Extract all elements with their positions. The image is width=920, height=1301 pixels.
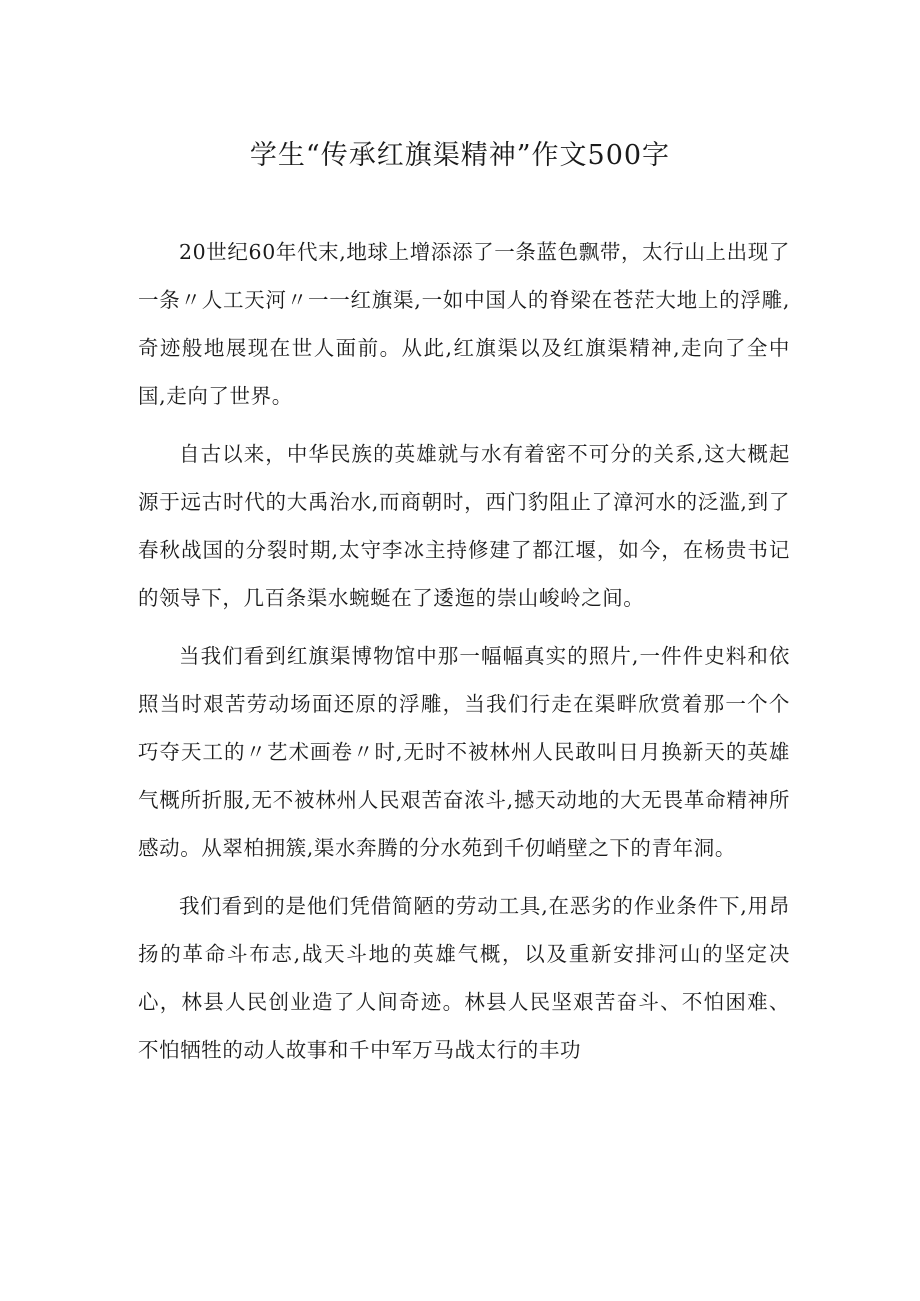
paragraph: 我们看到的是他们凭借简陋的劳动工具,在恶劣的作业条件下,用昂扬的革命斗布志,战天斗地的英雄气概，以及重新安排河山的坚定决心，林县人民创业造了人间奇迹。林县人民坚艰苦奋斗、不怕困难、不怕牺牲的动人故事和千中军万马战太行的丰功 (138, 894, 790, 1062)
document-body (138, 228, 790, 1084)
document-title: 学生“传承红旗渠精神”作文500字 (249, 140, 671, 171)
paragraph: 当我们看到红旗渠博物馆中那一幅幅真实的照片,一件件史料和依照当时艰苦劳动场面还原的浮雕，当我们行走在渠畔欣赏着那一个个巧夺天工的〃艺术画卷〃时,无时不被林州人民敢叫日月换新天的英雄气概所折服,无不被林州人民艰苦奋浓斗,撼天动地的大无畏革命精神所感动。从翠柏拥簇,渠水奔腾的分水苑到千仞峭壁之下的青年洞。 (138, 644, 790, 860)
paragraph: 自古以来，中华民族的英雄就与水有着密不可分的关系,这大概起源于远古时代的大禹治水,而商朝时，西门豹阻止了漳河水的泛滥,到了春秋战国的分裂时期,太守李冰主持修建了都江堰，如今，在杨贵书记的领导下，几百条渠水蜿蜒在了逶迤的崇山峻岭之间。 (138, 442, 790, 610)
paragraph: 20世纪60年代末,地球上增添添了一条蓝色飘带，太行山上出现了一条〃人工天河〃一一红旗渠,一如中国人的脊梁在苍茫大地上的浮雕,奇迹般地展现在世人面前。从此,红旗渠以及红旗渠精神,走向了全中国,走向了世界。 (138, 240, 790, 408)
